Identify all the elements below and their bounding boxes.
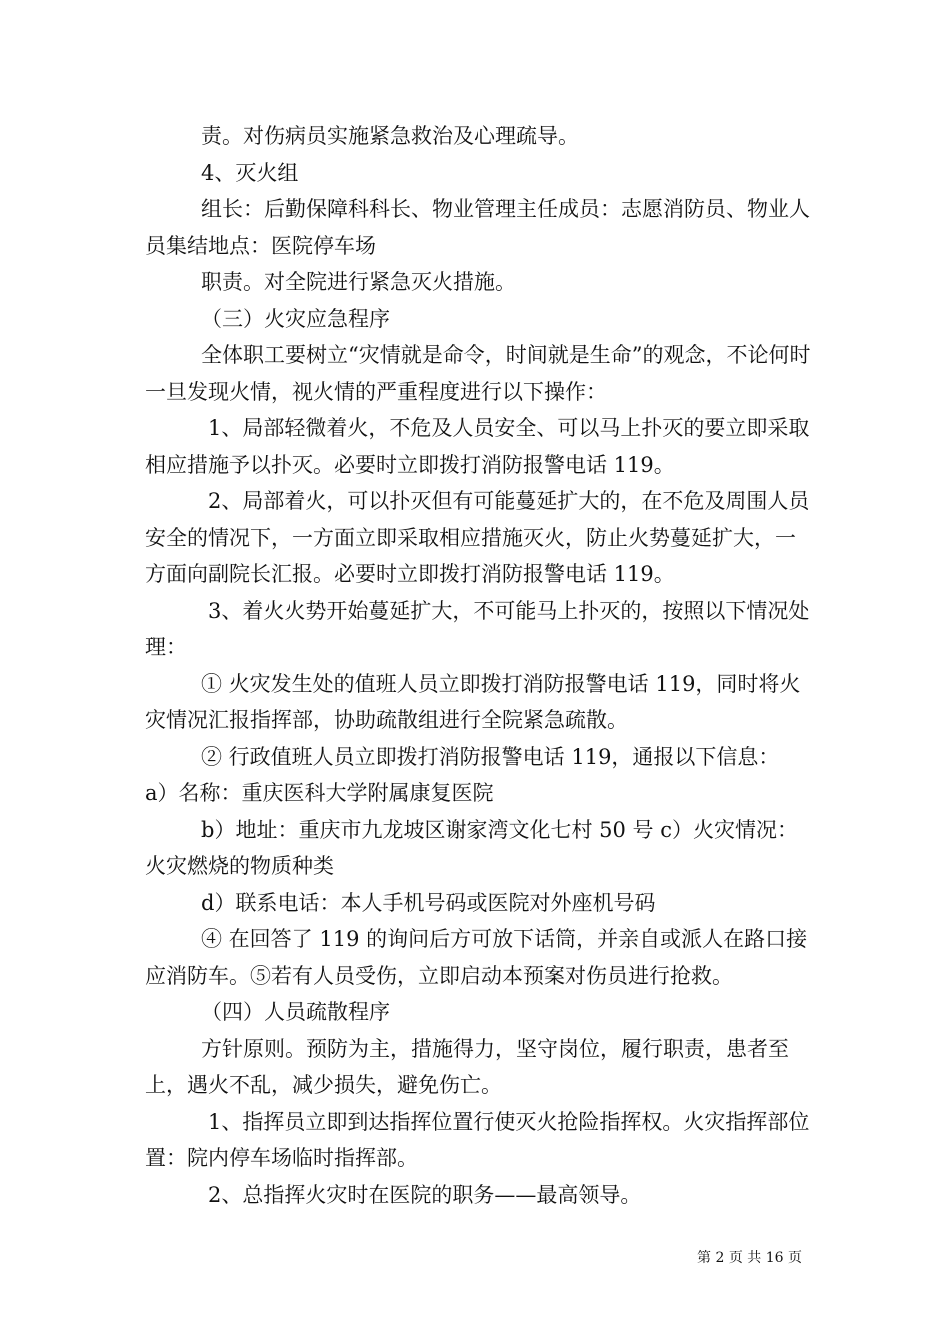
list-item: d）联系电话：本人手机号码或医院对外座机号码 — [201, 890, 656, 915]
list-item: a）名称：重庆医科大学附属康复医院 — [145, 781, 494, 805]
list-item: ① 火灾发生处的值班人员立即拨打消防报警电话 119，同时将火灾情况汇报指挥部，协助疏散组进行全院紧急疏散。 — [145, 671, 801, 732]
paragraph: 全体职工要树立“灾情就是命令，时间就是生命”的观念，不论何时一旦发现火情，视火情的严重程度进行以下操作： — [145, 343, 811, 404]
list-item: 2、总指挥火灾时在医院的职务——最高领导。 — [208, 1182, 642, 1207]
list-item: ④ 在回答了 119 的询问后方可放下话筒，并亲自或派人在路口接应消防车。⑤若有人员受伤，立即启动本预案对伤员进行抢救。 — [145, 927, 808, 988]
page-number: 第 2 页 共 16 页 — [697, 1250, 802, 1266]
section-heading: （四）人员疏散程序 — [201, 1000, 390, 1024]
list-item: 2、局部着火，可以扑灭但有可能蔓延扩大的，在不危及周围人员安全的情况下，一方面立即采取相应措施灭火，防止火势蔓延扩大，一方面向副院长汇报。必要时立即拨打消防报警电话 119。 — [145, 489, 810, 586]
paragraph: 方针原则。预防为主，措施得力，坚守岗位，履行职责，患者至上，遇火不乱，减少损失，避免伤亡。 — [145, 1036, 789, 1097]
document-body — [145, 118, 813, 1213]
section-heading: 4、灭火组 — [201, 160, 299, 185]
list-item: ② 行政值班人员立即拨打消防报警电话 119，通报以下信息： — [201, 744, 780, 769]
list-item: 1、局部轻微着火，不危及人员安全、可以马上扑灭的要立即采取相应措施予以扑灭。必要时立即拨打消防报警电话 119。 — [145, 416, 810, 477]
section-heading: （三）火灾应急程序 — [201, 306, 390, 331]
list-item: b）地址：重庆市九龙坡区谢家湾文化七村 50 号 c）火灾情况：火灾燃烧的物质种类 — [145, 817, 798, 878]
paragraph: 责。对伤病员实施紧急救治及心理疏导。 — [201, 124, 579, 148]
paragraph: 组长：后勤保障科科长、物业管理主任成员：志愿消防员、物业人员集结地点：医院停车场 — [145, 197, 810, 258]
list-item: 1、指挥员立即到达指挥位置行使灭火抢险指挥权。火灾指挥部位置：院内停车场临时指挥部。 — [145, 1109, 810, 1170]
paragraph: 职责。对全院进行紧急灭火措施。 — [201, 270, 516, 294]
list-item: 3、着火火势开始蔓延扩大，不可能马上扑灭的，按照以下情况处理： — [145, 598, 810, 659]
